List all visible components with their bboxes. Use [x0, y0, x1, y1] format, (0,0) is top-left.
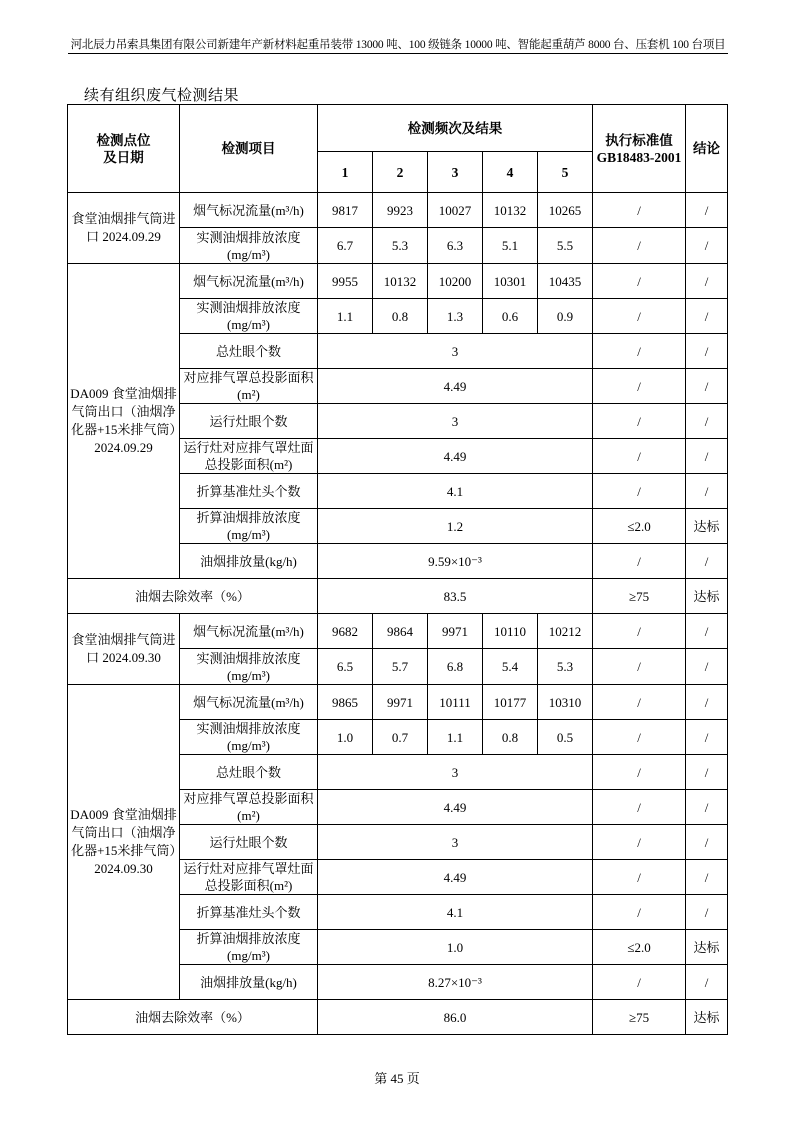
- conclusion-value: /: [686, 720, 728, 755]
- standard-value: ≥75: [593, 579, 686, 614]
- measured-value: 6.8: [428, 649, 483, 685]
- measured-value: 10200: [428, 264, 483, 299]
- item-name: 折算油烟排放浓度(mg/m³): [180, 930, 318, 965]
- conclusion-value: /: [686, 228, 728, 264]
- page-number: 第 45 页: [374, 1071, 420, 1086]
- conclusion-value: 达标: [686, 930, 728, 965]
- measured-value: 5.4: [483, 649, 538, 685]
- conclusion-value: /: [686, 299, 728, 334]
- conclusion-value: /: [686, 790, 728, 825]
- freq-col-4: 4: [483, 152, 538, 193]
- measured-value: 0.5: [538, 720, 593, 755]
- efficiency-value: 83.5: [318, 579, 593, 614]
- header-location: [68, 105, 180, 193]
- header-rule: [68, 53, 728, 54]
- item-name: 实测油烟排放浓度(mg/m³): [180, 720, 318, 755]
- measured-value: 6.5: [318, 649, 373, 685]
- measured-value: 9865: [318, 685, 373, 720]
- item-name: 油烟排放量(kg/h): [180, 965, 318, 1000]
- header-location-text: 检测点位 及日期: [96, 132, 151, 165]
- measured-value: 10110: [483, 614, 538, 649]
- section-title: 续有组织废气检测结果: [84, 88, 240, 104]
- emission-results-table: [67, 104, 728, 1035]
- conclusion-value: /: [686, 404, 728, 439]
- measured-value: 9971: [373, 685, 428, 720]
- item-name: 实测油烟排放浓度(mg/m³): [180, 649, 318, 685]
- efficiency-label: 油烟去除效率（%）: [68, 1000, 318, 1035]
- measured-value: 0.6: [483, 299, 538, 334]
- measured-value: 6.7: [318, 228, 373, 264]
- freq-col-3: 3: [428, 152, 483, 193]
- item-name: 实测油烟排放浓度(mg/m³): [180, 299, 318, 334]
- standard-value: /: [593, 193, 686, 228]
- conclusion-value: 达标: [686, 579, 728, 614]
- item-name: 折算基准灶头个数: [180, 895, 318, 930]
- standard-value: /: [593, 825, 686, 860]
- merged-value: 1.2: [318, 509, 593, 544]
- conclusion-value: /: [686, 193, 728, 228]
- header-standard-text: 执行标准值 GB18483-2001: [596, 132, 682, 165]
- item-name: 总灶眼个数: [180, 334, 318, 369]
- standard-value: /: [593, 404, 686, 439]
- merged-value: 4.49: [318, 439, 593, 474]
- measured-value: 1.1: [318, 299, 373, 334]
- conclusion-value: /: [686, 439, 728, 474]
- standard-value: /: [593, 439, 686, 474]
- measured-value: 9955: [318, 264, 373, 299]
- measured-value: 10310: [538, 685, 593, 720]
- item-name: 总灶眼个数: [180, 755, 318, 790]
- measured-value: 5.3: [373, 228, 428, 264]
- table-row: [68, 1000, 728, 1035]
- item-name: 运行灶眼个数: [180, 825, 318, 860]
- merged-value: 4.1: [318, 895, 593, 930]
- inlet-location: 食堂油烟排气筒进口 2024.09.29: [68, 193, 180, 264]
- measured-value: 10111: [428, 685, 483, 720]
- standard-value: /: [593, 334, 686, 369]
- standard-value: /: [593, 228, 686, 264]
- standard-value: ≥75: [593, 1000, 686, 1035]
- measured-value: 1.1: [428, 720, 483, 755]
- outlet-location: DA009 食堂油烟排气筒出口（油烟净化器+15米排气筒）2024.09.30: [68, 685, 180, 1000]
- measured-value: 10027: [428, 193, 483, 228]
- measured-value: 10177: [483, 685, 538, 720]
- standard-value: /: [593, 544, 686, 579]
- measured-value: 9923: [373, 193, 428, 228]
- standard-value: /: [593, 649, 686, 685]
- standard-value: /: [593, 474, 686, 509]
- conclusion-value: 达标: [686, 509, 728, 544]
- standard-value: /: [593, 860, 686, 895]
- measured-value: 0.8: [483, 720, 538, 755]
- freq-col-1: 1: [318, 152, 373, 193]
- header-conclusion: 结论: [686, 105, 728, 193]
- header-frequency: 检测频次及结果: [318, 105, 593, 152]
- merged-value: 8.27×10⁻³: [318, 965, 593, 1000]
- outlet-location: DA009 食堂油烟排气筒出口（油烟净化器+15米排气筒）2024.09.29: [68, 264, 180, 579]
- inlet-location: 食堂油烟排气筒进口 2024.09.30: [68, 614, 180, 685]
- merged-value: 3: [318, 404, 593, 439]
- table-row: [68, 264, 728, 299]
- merged-value: 3: [318, 755, 593, 790]
- table-row: [68, 193, 728, 228]
- measured-value: 10212: [538, 614, 593, 649]
- merged-value: 1.0: [318, 930, 593, 965]
- item-name: 油烟排放量(kg/h): [180, 544, 318, 579]
- item-name: 折算油烟排放浓度(mg/m³): [180, 509, 318, 544]
- merged-value: 4.1: [318, 474, 593, 509]
- item-name: 运行灶眼个数: [180, 404, 318, 439]
- header-standard: [593, 105, 686, 193]
- conclusion-value: /: [686, 544, 728, 579]
- conclusion-value: /: [686, 649, 728, 685]
- item-name: 折算基准灶头个数: [180, 474, 318, 509]
- table-row: [68, 685, 728, 720]
- standard-value: /: [593, 755, 686, 790]
- merged-value: 3: [318, 825, 593, 860]
- merged-value: 4.49: [318, 860, 593, 895]
- measured-value: 10301: [483, 264, 538, 299]
- standard-value: /: [593, 965, 686, 1000]
- table-row: [68, 579, 728, 614]
- standard-value: /: [593, 720, 686, 755]
- standard-value: /: [593, 369, 686, 404]
- standard-value: /: [593, 264, 686, 299]
- measured-value: 9864: [373, 614, 428, 649]
- item-name: 对应排气罩总投影面积(m²): [180, 790, 318, 825]
- conclusion-value: /: [686, 825, 728, 860]
- item-name: 烟气标况流量(m³/h): [180, 614, 318, 649]
- standard-value: /: [593, 895, 686, 930]
- merged-value: 3: [318, 334, 593, 369]
- measured-value: 0.9: [538, 299, 593, 334]
- conclusion-value: /: [686, 755, 728, 790]
- efficiency-label: 油烟去除效率（%）: [68, 579, 318, 614]
- measured-value: 10132: [373, 264, 428, 299]
- standard-value: /: [593, 685, 686, 720]
- standard-value: /: [593, 614, 686, 649]
- measured-value: 10265: [538, 193, 593, 228]
- conclusion-value: /: [686, 614, 728, 649]
- conclusion-value: /: [686, 334, 728, 369]
- table-row: [68, 614, 728, 649]
- efficiency-value: 86.0: [318, 1000, 593, 1035]
- measured-value: 9817: [318, 193, 373, 228]
- conclusion-value: /: [686, 965, 728, 1000]
- measured-value: 5.7: [373, 649, 428, 685]
- measured-value: 9682: [318, 614, 373, 649]
- measured-value: 1.3: [428, 299, 483, 334]
- item-name: 运行灶对应排气罩灶面总投影面积(m²): [180, 860, 318, 895]
- conclusion-value: /: [686, 369, 728, 404]
- standard-value: ≤2.0: [593, 509, 686, 544]
- item-name: 对应排气罩总投影面积(m²): [180, 369, 318, 404]
- item-name: 运行灶对应排气罩灶面总投影面积(m²): [180, 439, 318, 474]
- measured-value: 1.0: [318, 720, 373, 755]
- freq-col-2: 2: [373, 152, 428, 193]
- conclusion-value: /: [686, 474, 728, 509]
- item-name: 烟气标况流量(m³/h): [180, 685, 318, 720]
- header-item: 检测项目: [180, 105, 318, 193]
- conclusion-value: /: [686, 264, 728, 299]
- standard-value: /: [593, 790, 686, 825]
- measured-value: 0.8: [373, 299, 428, 334]
- item-name: 实测油烟排放浓度(mg/m³): [180, 228, 318, 264]
- conclusion-value: /: [686, 860, 728, 895]
- measured-value: 10435: [538, 264, 593, 299]
- measured-value: 5.3: [538, 649, 593, 685]
- measured-value: 5.1: [483, 228, 538, 264]
- merged-value: 4.49: [318, 790, 593, 825]
- measured-value: 0.7: [373, 720, 428, 755]
- merged-value: 4.49: [318, 369, 593, 404]
- standard-value: ≤2.0: [593, 930, 686, 965]
- item-name: 烟气标况流量(m³/h): [180, 264, 318, 299]
- measured-value: 10132: [483, 193, 538, 228]
- measured-value: 5.5: [538, 228, 593, 264]
- page-header: 河北辰力吊索具集团有限公司新建年产新材料起重吊装带 13000 吨、100 级链条 10000 吨、智能起重葫芦 8000 台、压套机 100 台项目: [70, 39, 726, 51]
- conclusion-value: 达标: [686, 1000, 728, 1035]
- measured-value: 6.3: [428, 228, 483, 264]
- item-name: 烟气标况流量(m³/h): [180, 193, 318, 228]
- measured-value: 9971: [428, 614, 483, 649]
- conclusion-value: /: [686, 895, 728, 930]
- conclusion-value: /: [686, 685, 728, 720]
- standard-value: /: [593, 299, 686, 334]
- merged-value: 9.59×10⁻³: [318, 544, 593, 579]
- freq-col-5: 5: [538, 152, 593, 193]
